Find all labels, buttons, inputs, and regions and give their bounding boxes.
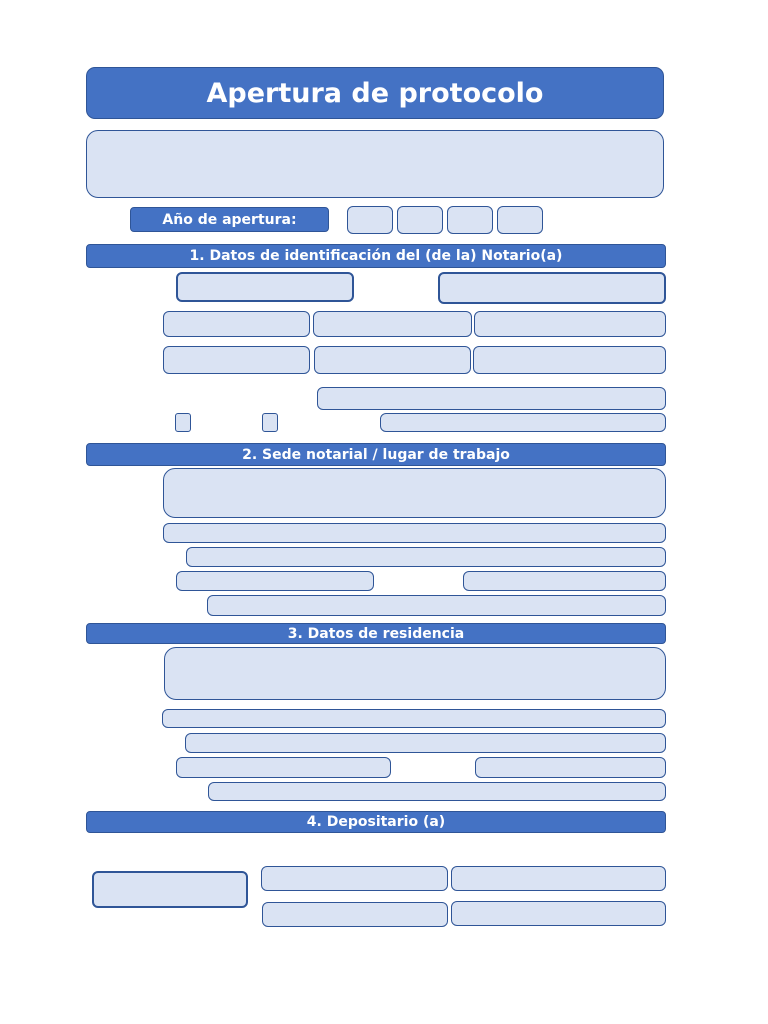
depositary-field-1[interactable]: [92, 871, 248, 908]
notary-field-3[interactable]: [163, 311, 310, 337]
depositary-field-3[interactable]: [451, 866, 666, 891]
depositary-field-2[interactable]: [261, 866, 448, 891]
header-info-field[interactable]: [86, 130, 664, 198]
year-digit-1-field[interactable]: [347, 206, 393, 234]
notary-checkbox-2[interactable]: [262, 413, 278, 432]
office-field-2[interactable]: [163, 523, 666, 543]
section-1-header: 1. Datos de identificación del (de la) Notario(a): [86, 244, 666, 268]
notary-checkbox-1[interactable]: [175, 413, 191, 432]
office-field-1[interactable]: [163, 468, 666, 518]
residence-field-4[interactable]: [176, 757, 391, 778]
office-field-6[interactable]: [207, 595, 666, 616]
depositary-field-4[interactable]: [262, 902, 448, 927]
year-digit-3-field[interactable]: [447, 206, 493, 234]
notary-field-4[interactable]: [313, 311, 472, 337]
section-2-header: 2. Sede notarial / lugar de trabajo: [86, 443, 666, 466]
year-digit-2-field[interactable]: [397, 206, 443, 234]
residence-field-5[interactable]: [475, 757, 666, 778]
office-field-3[interactable]: [186, 547, 666, 567]
residence-field-3[interactable]: [185, 733, 666, 753]
form-title: Apertura de protocolo: [86, 67, 664, 119]
notary-field-10[interactable]: [380, 413, 666, 432]
residence-field-6[interactable]: [208, 782, 666, 801]
notary-field-2[interactable]: [438, 272, 666, 304]
section-4-header: 4. Depositario (a): [86, 811, 666, 833]
office-field-4[interactable]: [176, 571, 374, 591]
notary-field-8[interactable]: [473, 346, 666, 374]
depositary-field-5[interactable]: [451, 901, 666, 926]
notary-field-9[interactable]: [317, 387, 666, 410]
residence-field-2[interactable]: [162, 709, 666, 728]
notary-field-5[interactable]: [474, 311, 666, 337]
notary-field-6[interactable]: [163, 346, 310, 374]
year-digit-4-field[interactable]: [497, 206, 543, 234]
residence-field-1[interactable]: [164, 647, 666, 700]
year-label: Año de apertura:: [130, 207, 329, 232]
office-field-5[interactable]: [463, 571, 666, 591]
notary-field-7[interactable]: [314, 346, 471, 374]
section-3-header: 3. Datos de residencia: [86, 623, 666, 644]
notary-field-1[interactable]: [176, 272, 354, 302]
